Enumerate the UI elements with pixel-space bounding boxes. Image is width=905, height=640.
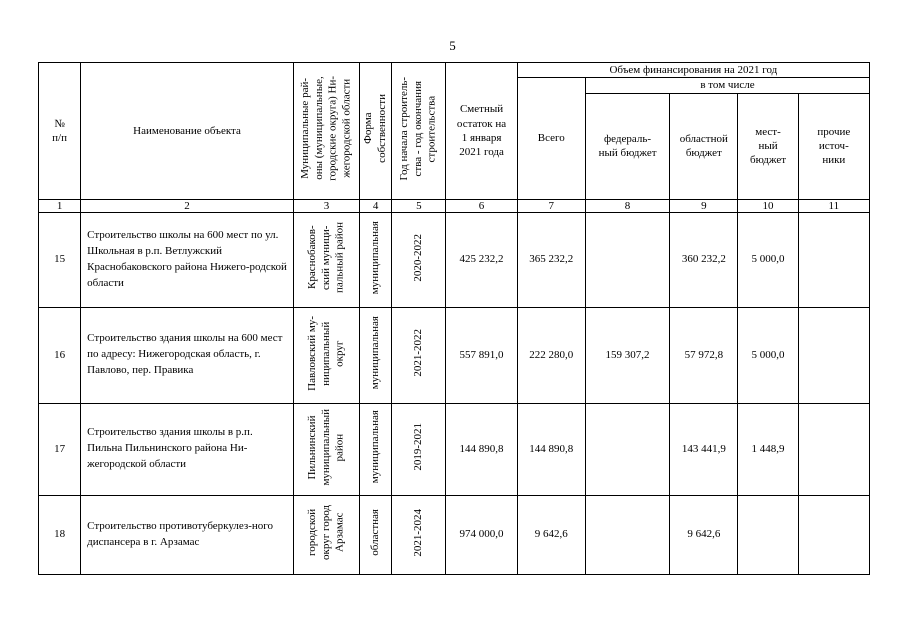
header-num: № п/п [39,63,81,200]
years-cell: 2021-2022 [392,307,446,403]
federal-cell [585,495,669,574]
header-district: Муниципальные рай- оны (муниципальные, городские округа) Ни- жегородской области [293,63,359,200]
ownership-cell: муниципальная [360,403,392,495]
total-cell: 144 890,8 [517,403,585,495]
column-number: 2 [81,199,294,212]
object-name: Строительство школы на 600 мест по ул. Школьная в р.п. Ветлужский Краснобаковского района Нижего-родской области [81,212,294,307]
local-cell: 5 000,0 [738,212,798,307]
header-funding-group: Объем финансирования на 2021 год [517,63,869,78]
row-number: 17 [39,403,81,495]
table-row [39,307,870,403]
district-cell: городской округ город Арзамас [293,495,359,574]
header-local: мест- ный бюджет [738,93,798,199]
table-row [39,212,870,307]
column-number: 3 [293,199,359,212]
header-including: в том числе [585,78,869,93]
estimate-cell: 425 232,2 [446,212,517,307]
estimate-cell: 144 890,8 [446,403,517,495]
federal-cell [585,212,669,307]
column-number: 1 [39,199,81,212]
column-number-row [39,199,870,212]
local-cell [738,495,798,574]
regional-cell: 57 972,8 [670,307,738,403]
district-cell: Пильнинский муниципальный район [293,403,359,495]
other-cell [798,212,869,307]
federal-cell: 159 307,2 [585,307,669,403]
page-number: 5 [449,38,456,53]
column-number: 7 [517,199,585,212]
estimate-cell: 974 000,0 [446,495,517,574]
other-cell [798,495,869,574]
estimate-cell: 557 891,0 [446,307,517,403]
row-number: 18 [39,495,81,574]
years-cell: 2020-2022 [392,212,446,307]
row-number: 15 [39,212,81,307]
regional-cell: 9 642,6 [670,495,738,574]
column-number: 10 [738,199,798,212]
ownership-cell: муниципальная [360,212,392,307]
other-cell [798,307,869,403]
header-years: Год начала строитель- ства - год окончания строительства [392,63,446,200]
federal-cell [585,403,669,495]
total-cell: 365 232,2 [517,212,585,307]
regional-cell: 360 232,2 [670,212,738,307]
object-name: Строительство здания школы на 600 мест по адресу: Нижегородская область, г. Павлово, пер. Правика [81,307,294,403]
header-name: Наименование объекта [81,63,294,200]
column-number: 11 [798,199,869,212]
local-cell: 1 448,9 [738,403,798,495]
object-name: Строительство здания школы в р.п. Пильна Пильнинского района Ни-жегородской области [81,403,294,495]
ownership-cell: муниципальная [360,307,392,403]
column-number: 8 [585,199,669,212]
district-cell: Краснобаков- ский муници- пальный район [293,212,359,307]
total-cell: 9 642,6 [517,495,585,574]
years-cell: 2019-2021 [392,403,446,495]
local-cell: 5 000,0 [738,307,798,403]
other-cell [798,403,869,495]
header-ownership: Форма собственности [360,63,392,200]
financing-table [38,62,870,575]
header-total: Всего [517,78,585,199]
table-row [39,495,870,574]
district-cell: Павловский му- ниципальный округ [293,307,359,403]
header-estimate: Сметный остаток на 1 января 2021 года [446,63,517,200]
header-other: прочие источ- ники [798,93,869,199]
total-cell: 222 280,0 [517,307,585,403]
ownership-cell: областная [360,495,392,574]
object-name: Строительство противотуберкулез-ного диспансера в г. Арзамас [81,495,294,574]
regional-cell: 143 441,9 [670,403,738,495]
table-row [39,403,870,495]
years-cell: 2021-2024 [392,495,446,574]
column-number: 4 [360,199,392,212]
row-number: 16 [39,307,81,403]
header-federal: федераль- ный бюджет [585,93,669,199]
header-regional: областной бюджет [670,93,738,199]
column-number: 6 [446,199,517,212]
column-number: 9 [670,199,738,212]
column-number: 5 [392,199,446,212]
